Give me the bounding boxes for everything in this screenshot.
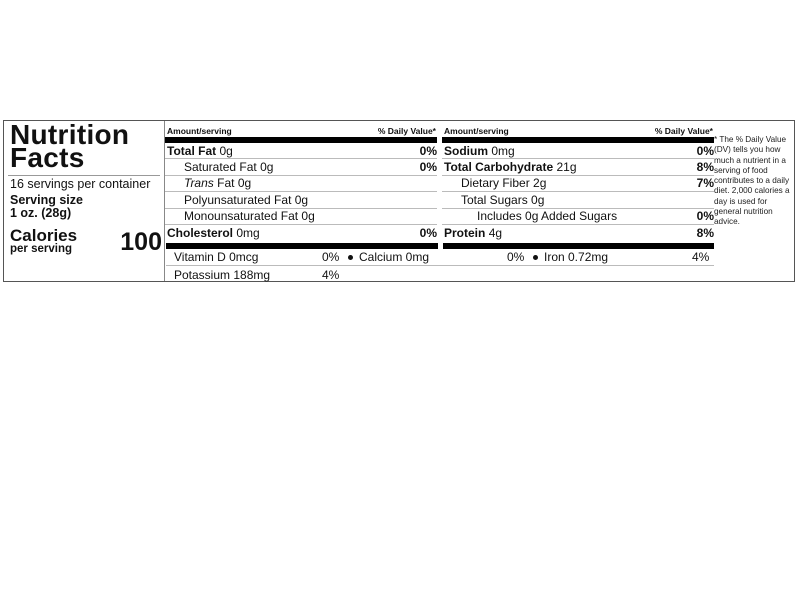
vitamin-row [166,249,714,266]
nutrient-dv: 0% [696,143,714,158]
nutrient-name: Total Sugars [461,192,528,207]
calories-value: 100 [120,228,162,256]
nutrient-row-cholesterol [165,225,437,241]
nutrient-name: Fat [217,176,235,191]
nutrient-dv: 8% [696,160,714,175]
nutrient-name: Saturated Fat [184,160,257,175]
nutrient-amount: 21g [556,160,577,175]
vitamin-d-name: Vitamin D 0mcg [174,250,259,264]
nutrition-facts-label [3,120,795,282]
nutrient-name: Dietary Fiber [461,176,530,191]
nutrient-name: Sodium [444,143,488,158]
nutrient-row-total-fat [165,143,437,159]
nutrient-row-saturated-fat [165,159,437,175]
nutrient-row-dietary-fiber [442,176,714,192]
nutrient-column-right [442,121,714,241]
nutrient-row-protein [442,225,714,241]
nutrient-name: Total Fat [167,143,217,158]
nutrient-row-monounsaturated-fat [165,209,437,225]
serving-size-label: Serving size [10,193,83,207]
nutrient-dv: 0% [419,143,437,158]
nutrient-amount: 0mg [236,226,260,241]
nutrient-amount: 4g [488,226,503,241]
amount-header: Amount/serving [167,126,232,136]
nutrient-amount: 0g [260,160,274,175]
nutrient-dv: 0% [419,226,437,241]
nutrient-row-total-carbohydrate [442,159,714,175]
column-header [442,121,714,137]
potassium-dv: 4% [322,268,340,282]
nutrient-amount: 0g [294,192,309,207]
nutrient-dv: 8% [696,226,714,241]
nutrient-row-total-sugars [442,192,714,208]
nutrient-name: Protein [444,226,486,241]
amount-header: Amount/serving [444,126,509,136]
nutrient-dv: 0% [419,160,437,175]
label-title [10,119,130,173]
nutrient-dv: 0% [696,209,714,224]
nutrient-name: Total Carbohydrate [444,160,554,175]
nutrient-amount: 2g [533,176,547,191]
iron-dv: 4% [692,250,710,264]
bullet-icon [348,255,353,260]
nutrient-dv: 7% [696,176,714,191]
nutrient-name: Polyunsaturated Fat [184,192,292,207]
label-header-panel [4,121,165,281]
nutrient-name: Monounsaturated Fat [184,209,299,224]
calories-label: Calories [10,226,78,245]
title-line-1: Nutrition [10,119,130,150]
title-line-2: Facts [10,142,85,173]
vitamin-d-dv: 0% [322,250,340,264]
nutrient-amount: 0g [301,209,315,224]
nutrient-amount: 0g [219,143,233,158]
iron-name: Iron 0.72mg [544,250,609,264]
nutrient-amount: 0g [237,176,252,191]
nutrient-name-italic: Trans [184,176,214,191]
nutrient-amount: 0mg [491,143,515,158]
nutrient-row-added-sugars [442,209,714,225]
servings-per-container: 16 servings per container [10,177,151,191]
serving-size-value: 1 oz. (28g) [10,206,72,220]
calories-sublabel: per serving [10,243,72,255]
nutrient-name: Includes 0g Added Sugars [477,209,618,224]
dv-header: % Daily Value* [654,126,713,136]
nutrient-row-polyunsaturated-fat [165,192,437,208]
bullet-icon [533,255,538,260]
daily-value-footnote: * The % Daily Value (DV) tells you how much a nutrient in a serving of food contributes to a daily diet. 2,000 calories a day is used for general nutrition advice. [714,135,790,227]
nutrient-row-sodium [442,143,714,159]
column-header [165,121,437,137]
divider [8,175,160,176]
calcium-name: Calcium 0mg [359,250,430,264]
nutrient-column-left [165,121,437,241]
calcium-dv: 0% [507,250,525,264]
vitamin-row [166,267,714,283]
nutrient-row-trans-fat [165,176,437,192]
nutrient-amount: 0g [531,192,545,207]
potassium-name: Potassium 188mg [174,268,271,282]
nutrient-name: Cholesterol [167,226,234,241]
dv-header: % Daily Value* [377,126,436,136]
